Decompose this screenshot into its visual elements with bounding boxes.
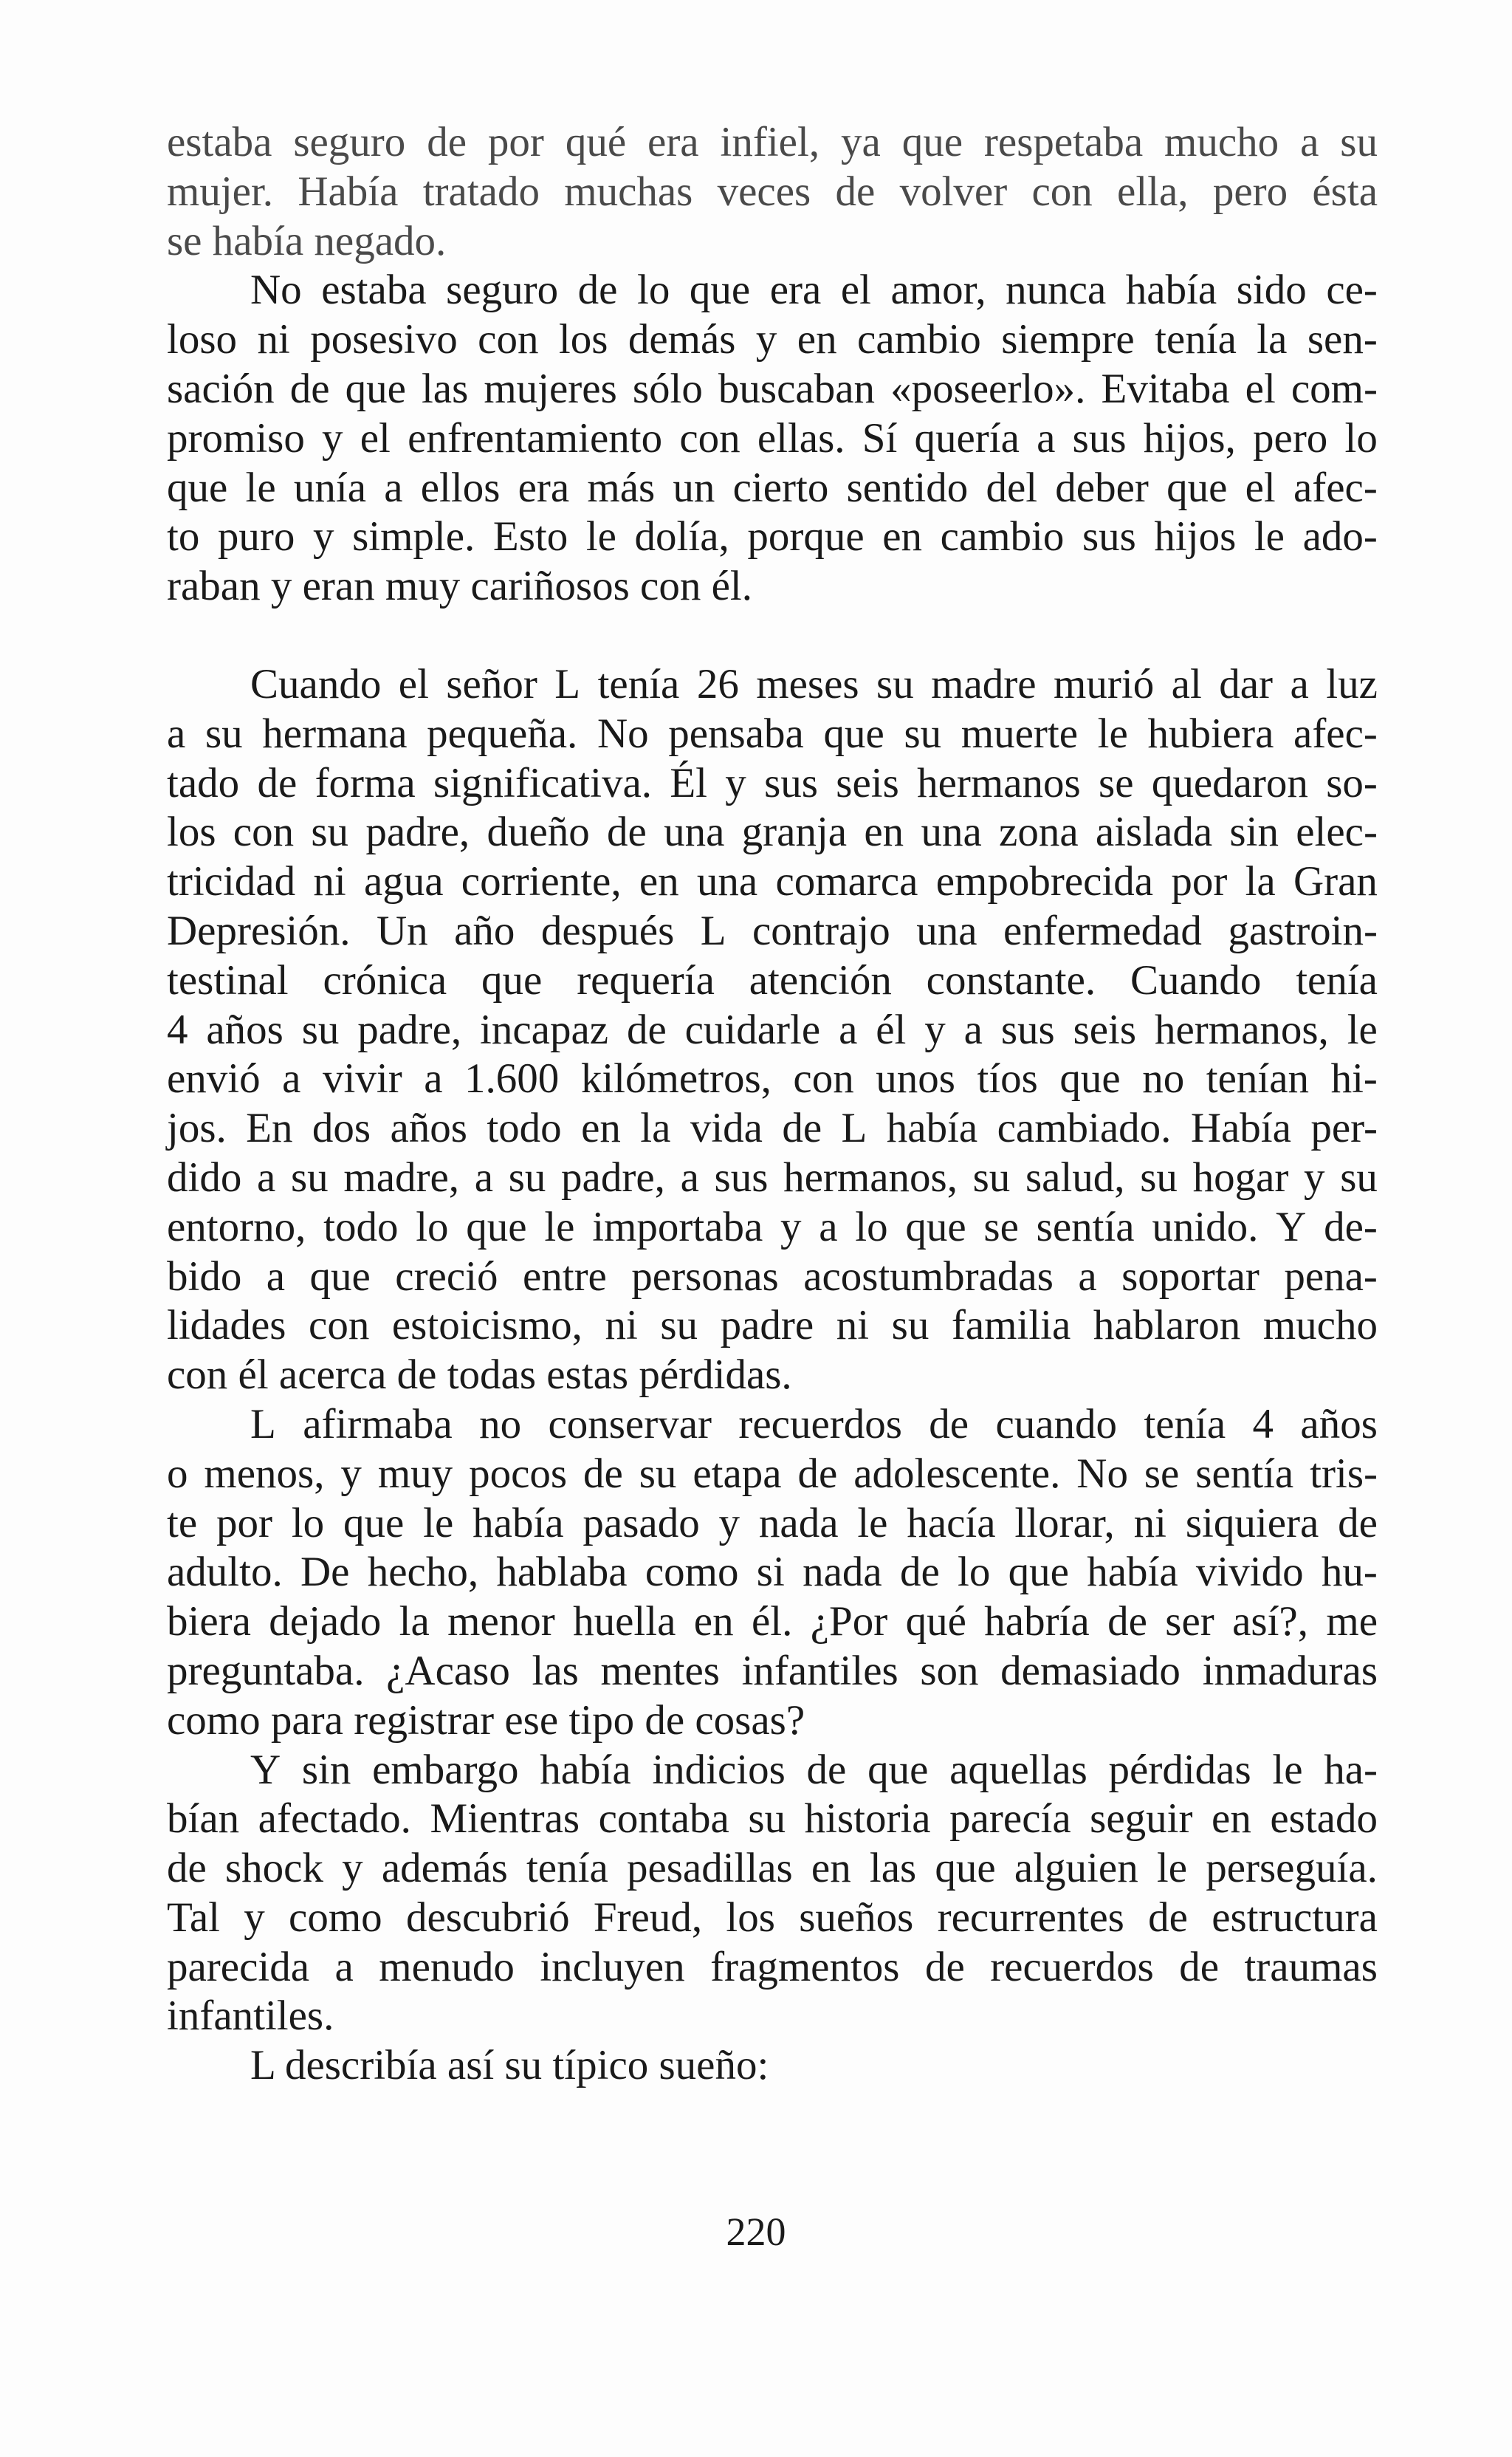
text-line: tricidad ni agua corriente, en una comarca empobrecida por la Gran (167, 858, 1378, 905)
text-line: jos. En dos años todo en la vida de L había cambiado. Había per- (167, 1105, 1378, 1152)
text-line: te por lo que le había pasado y nada le hacía llorar, ni siquiera de (167, 1499, 1378, 1546)
text-line: Y sin embargo había indicios de que aquellas pérdidas le ha- (250, 1746, 1378, 1793)
text-line: lidades con estoicismo, ni su padre ni su familia hablaron mucho (167, 1302, 1378, 1349)
text-line: dido a su madre, a su padre, a sus hermanos, su salud, su hogar y su (167, 1154, 1378, 1201)
page-body-text (167, 118, 1378, 2091)
paragraph (167, 2041, 1378, 2091)
text-line: como para registrar ese tipo de cosas? (167, 1696, 805, 1744)
text-line: estaba seguro de por qué era infiel, ya que respetaba mucho a su (167, 119, 1378, 165)
text-line: raban y eran muy cariñosos con él. (167, 563, 752, 610)
text-line: bido a que creció entre personas acostumbradas a soportar pena- (167, 1253, 1378, 1300)
paragraph-gap (167, 611, 1378, 660)
text-line: L afirmaba no conservar recuerdos de cuando tenía 4 años (250, 1400, 1378, 1447)
text-line: mujer. Había tratado muchas veces de volver con ella, pero ésta (167, 168, 1378, 215)
text-line: tado de forma significativa. Él y sus seis hermanos se quedaron so- (167, 759, 1378, 806)
text-line: a su hermana pequeña. No pensaba que su muerte le hubiera afec- (167, 710, 1378, 757)
text-line: L describía así su típico sueño: (250, 2042, 769, 2089)
text-line: los con su padre, dueño de una granja en una zona aislada sin elec- (167, 809, 1378, 856)
text-line: biera dejado la menor huella en él. ¿Por qué habría de ser así?, me (167, 1598, 1378, 1645)
paragraph (167, 1400, 1378, 1746)
text-line: o menos, y muy pocos de su etapa de adolescente. No se sentía tris- (167, 1450, 1378, 1497)
text-line: infantiles. (167, 1992, 334, 2040)
paragraph (167, 660, 1378, 1400)
text-line: 4 años su padre, incapaz de cuidarle a él y a sus seis hermanos, le (167, 1006, 1378, 1053)
text-line: loso ni posesivo con los demás y en cambio siempre tenía la sen- (167, 316, 1378, 363)
paragraph (167, 118, 1378, 266)
text-line: preguntaba. ¿Acaso las mentes infantiles son demasiado inmaduras (167, 1647, 1378, 1694)
paragraph (167, 266, 1378, 611)
page-number: 220 (726, 2210, 786, 2254)
text-line: bían afectado. Mientras contaba su historia parecía seguir en estado (167, 1795, 1378, 1843)
text-line: testinal crónica que requería atención constante. Cuando tenía (167, 956, 1378, 1004)
text-line: promiso y el enfrentamiento con ellas. Sí quería a sus hijos, pero lo (167, 414, 1378, 462)
text-line: se había negado. (167, 217, 447, 264)
text-line: Cuando el señor L tenía 26 meses su madre murió al dar a luz (250, 660, 1378, 707)
text-line: parecida a menudo incluyen fragmentos de recuerdos de traumas (167, 1943, 1378, 1990)
text-line: adulto. De hecho, hablaba como si nada de lo que había vivido hu- (167, 1549, 1378, 1596)
paragraph (167, 1746, 1378, 2042)
text-line: que le unía a ellos era más un cierto sentido del deber que el afec- (167, 464, 1378, 511)
text-line: sación de que las mujeres sólo buscaban «poseerlo». Evitaba el com- (167, 365, 1378, 412)
text-line: Depresión. Un año después L contrajo una enfermedad gastroin- (167, 907, 1378, 954)
text-line: entorno, todo lo que le importaba y a lo que se sentía unido. Y de- (167, 1203, 1378, 1250)
text-line: No estaba seguro de lo que era el amor, nunca había sido ce- (250, 267, 1378, 314)
text-line: Tal y como descubrió Freud, los sueños recurrentes de estructura (167, 1894, 1378, 1941)
text-line: to puro y simple. Esto le dolía, porque en cambio sus hijos le ado- (167, 513, 1378, 561)
text-line: envió a vivir a 1.600 kilómetros, con unos tíos que no tenían hi- (167, 1055, 1378, 1103)
text-line: con él acerca de todas estas pérdidas. (167, 1351, 792, 1399)
text-line: de shock y además tenía pesadillas en las que alguien le perseguía. (167, 1845, 1378, 1892)
